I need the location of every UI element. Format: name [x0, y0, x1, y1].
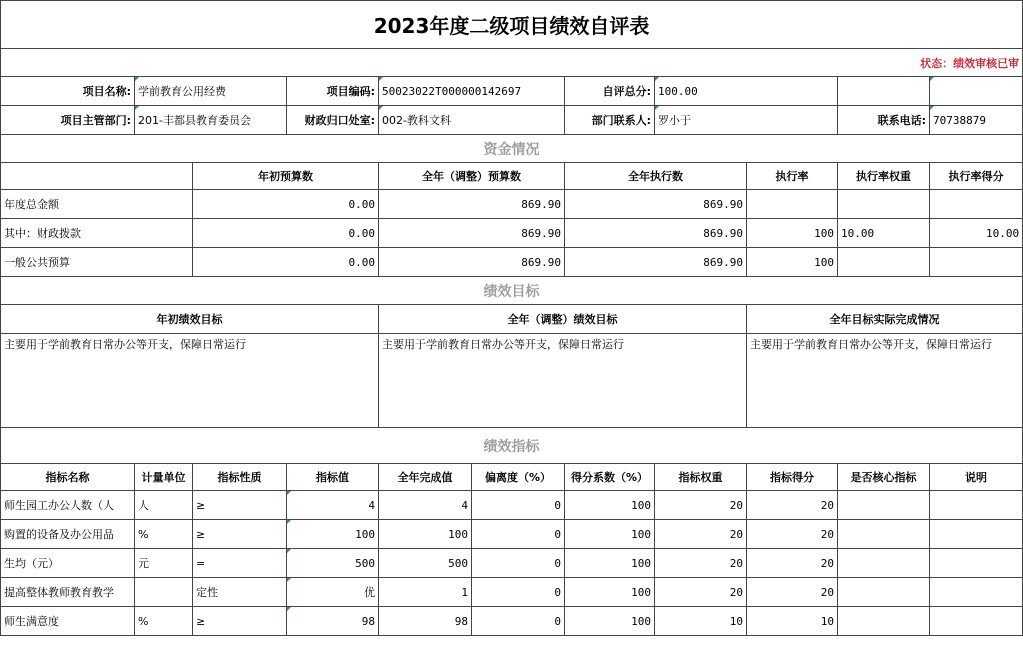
indicator-row [1, 549, 1023, 578]
project-code-label: 项目编码: [287, 77, 379, 106]
funds-header-initial: 年初预算数 [193, 163, 379, 190]
funds-row-weight: 10.00 [838, 219, 930, 248]
ind-name: 生均（元） [1, 549, 135, 578]
ind-nature: = [193, 549, 287, 578]
ind-header-deviation: 偏离度（%） [472, 464, 565, 491]
goals-header-row [1, 305, 1023, 334]
ind-deviation: 0 [472, 607, 565, 636]
ind-header-name: 指标名称 [1, 464, 135, 491]
phone-value[interactable]: 70738879 [930, 106, 1023, 135]
ind-deviation: 0 [472, 549, 565, 578]
ind-coefficient: 100 [565, 549, 655, 578]
ind-weight: 10 [655, 607, 747, 636]
funds-row-name: 年度总金额 [1, 190, 193, 219]
ind-coefficient: 100 [565, 520, 655, 549]
funds-row-name: 其中：财政拨款 [1, 219, 193, 248]
ind-header-score: 指标得分 [747, 464, 838, 491]
funds-row-initial: 0.00 [193, 190, 379, 219]
ind-header-value: 指标值 [287, 464, 379, 491]
page-title: 2023年度二级项目绩效自评表 [1, 1, 1023, 49]
ind-header-weight: 指标权重 [655, 464, 747, 491]
contact-label: 部门联系人: [565, 106, 655, 135]
ind-value[interactable]: 优 [287, 578, 379, 607]
ind-done[interactable]: 500 [379, 549, 472, 578]
dept-label: 项目主管部门: [1, 106, 135, 135]
ind-nature: 定性 [193, 578, 287, 607]
ind-core[interactable] [838, 549, 930, 578]
ind-note[interactable] [930, 491, 1023, 520]
funds-row-score [930, 248, 1023, 277]
funds-row-rate: 100 [747, 248, 838, 277]
funds-row-initial: 0.00 [193, 219, 379, 248]
ind-name: 提高整体教师教育教学 [1, 578, 135, 607]
ind-deviation: 0 [472, 520, 565, 549]
ind-done[interactable]: 1 [379, 578, 472, 607]
indicator-row [1, 520, 1023, 549]
office-label: 财政归口处室: [287, 106, 379, 135]
ind-note[interactable] [930, 549, 1023, 578]
funds-row-adjusted: 869.90 [379, 219, 565, 248]
funds-header-adjusted: 全年（调整）预算数 [379, 163, 565, 190]
funds-row-score: 10.00 [930, 219, 1023, 248]
ind-weight: 20 [655, 491, 747, 520]
ind-score: 20 [747, 520, 838, 549]
score-total-value[interactable]: 100.00 [655, 77, 838, 106]
ind-core[interactable] [838, 607, 930, 636]
ind-note[interactable] [930, 520, 1023, 549]
ind-name: 师生园工办公人数（人 [1, 491, 135, 520]
funds-row [1, 190, 1023, 219]
ind-value[interactable]: 98 [287, 607, 379, 636]
ind-score: 20 [747, 491, 838, 520]
goal-adjusted-text[interactable]: 主要用于学前教育日常办公等开支，保障日常运行 [379, 334, 747, 428]
office-value[interactable]: 002-教科文科 [379, 106, 565, 135]
project-info-row-2 [1, 106, 1023, 135]
goals-header-actual: 全年目标实际完成情况 [747, 305, 1023, 334]
funds-header-blank [1, 163, 193, 190]
ind-coefficient: 100 [565, 607, 655, 636]
funds-row [1, 219, 1023, 248]
funds-header-executed: 全年执行数 [565, 163, 747, 190]
ind-unit: % [135, 520, 193, 549]
ind-weight: 20 [655, 578, 747, 607]
indicator-row [1, 578, 1023, 607]
goals-header-initial: 年初绩效目标 [1, 305, 379, 334]
project-name-value[interactable]: 学前教育公用经费 [135, 77, 287, 106]
ind-unit: % [135, 607, 193, 636]
ind-header-note: 说明 [930, 464, 1023, 491]
ind-unit: 元 [135, 549, 193, 578]
ind-core[interactable] [838, 578, 930, 607]
status-badge: 状态：绩效审核已审 [1, 49, 1023, 77]
ind-header-core: 是否核心指标 [838, 464, 930, 491]
ind-name: 购置的设备及办公用品 [1, 520, 135, 549]
funds-row-weight [838, 248, 930, 277]
goals-section-title: 绩效目标 [1, 277, 1023, 305]
funds-row-executed: 869.90 [565, 190, 747, 219]
project-name-label: 项目名称: [1, 77, 135, 106]
funds-row-rate [747, 190, 838, 219]
funds-header-row [1, 163, 1023, 190]
funds-row [1, 248, 1023, 277]
funds-row-weight [838, 190, 930, 219]
empty-cell [930, 77, 1023, 106]
ind-done[interactable]: 4 [379, 491, 472, 520]
project-code-value[interactable]: 50023022T000000142697 [379, 77, 565, 106]
funds-row-executed: 869.90 [565, 219, 747, 248]
phone-label: 联系电话: [838, 106, 930, 135]
score-total-label: 自评总分: [565, 77, 655, 106]
ind-done[interactable]: 100 [379, 520, 472, 549]
ind-note[interactable] [930, 607, 1023, 636]
ind-nature: ≥ [193, 520, 287, 549]
empty-cell [838, 77, 930, 106]
funds-header-weight: 执行率权重 [838, 163, 930, 190]
funds-header-score: 执行率得分 [930, 163, 1023, 190]
indicators-header-row [1, 464, 1023, 491]
ind-score: 20 [747, 578, 838, 607]
ind-name: 师生满意度 [1, 607, 135, 636]
ind-core[interactable] [838, 491, 930, 520]
funds-row-initial: 0.00 [193, 248, 379, 277]
ind-done[interactable]: 98 [379, 607, 472, 636]
funds-row-score [930, 190, 1023, 219]
ind-nature: ≥ [193, 607, 287, 636]
funds-row-rate: 100 [747, 219, 838, 248]
contact-value[interactable]: 罗小于 [655, 106, 838, 135]
ind-unit [135, 578, 193, 607]
ind-note[interactable] [930, 578, 1023, 607]
ind-core[interactable] [838, 520, 930, 549]
ind-header-done: 全年完成值 [379, 464, 472, 491]
funds-row-adjusted: 869.90 [379, 248, 565, 277]
ind-nature: ≥ [193, 491, 287, 520]
goal-initial-text[interactable]: 主要用于学前教育日常办公等开支，保障日常运行 [1, 334, 379, 428]
ind-header-nature: 指标性质 [193, 464, 287, 491]
funds-row-executed: 869.90 [565, 248, 747, 277]
funds-section-title: 资金情况 [1, 135, 1023, 163]
ind-coefficient: 100 [565, 578, 655, 607]
goals-content-row [1, 334, 1023, 428]
goals-header-adjusted: 全年（调整）绩效目标 [379, 305, 747, 334]
ind-coefficient: 100 [565, 491, 655, 520]
ind-unit: 人 [135, 491, 193, 520]
ind-score: 10 [747, 607, 838, 636]
ind-weight: 20 [655, 520, 747, 549]
funds-row-name: 一般公共预算 [1, 248, 193, 277]
funds-header-rate: 执行率 [747, 163, 838, 190]
indicator-row [1, 607, 1023, 636]
ind-value[interactable]: 500 [287, 549, 379, 578]
ind-header-coefficient: 得分系数（%） [565, 464, 655, 491]
ind-weight: 20 [655, 549, 747, 578]
ind-score: 20 [747, 549, 838, 578]
ind-deviation: 0 [472, 491, 565, 520]
project-info-row-1 [1, 77, 1023, 106]
ind-header-unit: 计量单位 [135, 464, 193, 491]
indicators-section-title: 绩效指标 [1, 428, 1023, 464]
dept-value[interactable]: 201-丰都县教育委员会 [135, 106, 287, 135]
goal-actual-text[interactable]: 主要用于学前教育日常办公等开支，保障日常运行 [747, 334, 1023, 428]
ind-deviation: 0 [472, 578, 565, 607]
indicator-row [1, 491, 1023, 520]
ind-value[interactable]: 100 [287, 520, 379, 549]
funds-row-adjusted: 869.90 [379, 190, 565, 219]
ind-value[interactable]: 4 [287, 491, 379, 520]
